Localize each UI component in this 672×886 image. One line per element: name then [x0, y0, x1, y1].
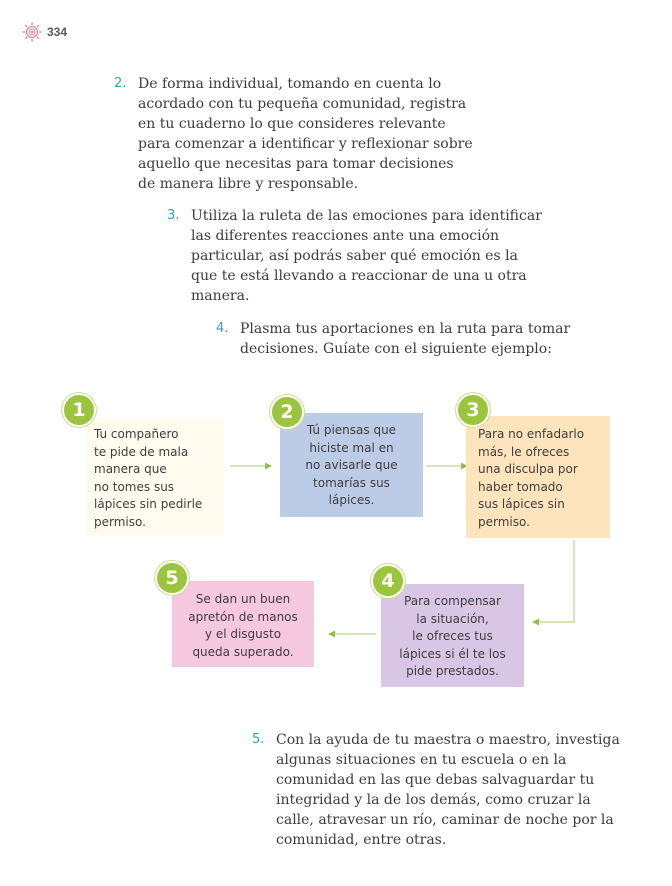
- step-text-line: lápices si él te los: [399, 646, 506, 661]
- step-text-line: sus lápices sin: [478, 497, 565, 511]
- item-text-line: manera.: [191, 288, 250, 304]
- item-text-line: para comenzar a identificar y reflexionar sobre: [138, 136, 473, 152]
- item-text-line: comunidad en las que debas salvaguardar tu: [276, 772, 595, 788]
- item-text-line: Plasma tus aportaciones en la ruta para tomar: [240, 321, 571, 337]
- step-text-line: lápices.: [328, 493, 375, 507]
- step-text-line: permiso.: [478, 514, 530, 529]
- step-text-line: lápices sin pedirle: [94, 497, 203, 511]
- route-step-1: [86, 418, 224, 536]
- step-text-line: apretón de manos: [188, 609, 298, 624]
- item-text-line: algunas situaciones en tu escuela o en la: [276, 752, 567, 768]
- item-text-line: De forma individual, tomando en cuenta lo: [138, 76, 442, 92]
- step-text-line: pide prestados.: [406, 664, 499, 678]
- item-text-line: particular, así podrás saber qué emoción es la: [191, 248, 518, 264]
- route-step-5: [172, 581, 314, 667]
- item-text-line: Utiliza la ruleta de las emociones para identificar: [191, 208, 542, 224]
- route-step-4: [381, 584, 524, 687]
- step-number-badge: 1: [62, 393, 96, 427]
- step-text-line: manera que: [94, 462, 167, 476]
- item-text-line: que te está llevando a reaccionar de una u otra: [191, 268, 527, 284]
- step-text-line: queda superado.: [192, 644, 294, 659]
- step-text-line: Se dan un buen: [195, 592, 291, 606]
- step-number-badge: 4: [371, 564, 405, 598]
- step-text-line: la situación,: [416, 611, 489, 626]
- step-text-line: Tu compañero: [94, 427, 179, 441]
- instruction-item-5: [252, 730, 620, 850]
- item-number: 3.: [167, 208, 180, 223]
- item-text-line: aquello que necesitas para tomar decisiones: [138, 156, 454, 172]
- step-text-line: te pide de mala: [94, 444, 189, 459]
- item-text-line: calle, atravesar un río, caminar de noche por la: [276, 812, 614, 828]
- item-number: 4.: [216, 321, 229, 336]
- item-text-line: en tu cuaderno lo que consideres relevante: [138, 116, 446, 132]
- route-step-3: [466, 416, 610, 538]
- step-text-line: le ofreces tus: [412, 629, 493, 643]
- item-text-line: decisiones. Guíate con el siguiente ejemplo:: [240, 341, 552, 357]
- step-text-line: no avisarle que: [305, 458, 398, 472]
- route-step-2: [280, 413, 423, 517]
- step-text-line: tomarías sus: [313, 475, 390, 490]
- item-text-line: acordado con tu pequeña comunidad, registra: [138, 96, 467, 112]
- step-number-badge: 5: [155, 561, 189, 595]
- arrow-head-icon: [265, 463, 272, 470]
- step-text-line: permiso.: [94, 514, 146, 529]
- step-number-badge: 3: [456, 393, 490, 427]
- step-text-line: una disculpa por: [478, 462, 578, 476]
- item-text-line: comunidad, entre otras.: [276, 832, 447, 848]
- item-number: 2.: [114, 76, 127, 91]
- item-text-line: integridad y la de los demás, como cruzar la: [276, 792, 591, 808]
- step-text-line: no tomes sus: [94, 479, 175, 494]
- step-number-badge: 2: [270, 395, 304, 429]
- item-text-line: Con la ayuda de tu maestra o maestro, investiga: [276, 732, 620, 748]
- page-number: 334: [47, 25, 68, 39]
- item-number: 5.: [252, 732, 265, 747]
- step-text-line: y el disgusto: [204, 627, 282, 641]
- step-text-line: Tú piensas que: [306, 423, 397, 437]
- arrow-head-icon: [532, 619, 539, 626]
- step-text-line: haber tomado: [478, 479, 563, 494]
- step-text-line: hiciste mal en: [309, 440, 394, 455]
- arrow-head-icon: [328, 631, 335, 638]
- step-text-line: más, le ofreces: [478, 444, 570, 459]
- item-text-line: las diferentes reacciones ante una emoción: [191, 228, 500, 244]
- step-text-line: Para compensar: [404, 594, 501, 608]
- step-text-line: Para no enfadarlo: [478, 427, 585, 441]
- item-text-line: de manera libre y responsable.: [138, 176, 359, 192]
